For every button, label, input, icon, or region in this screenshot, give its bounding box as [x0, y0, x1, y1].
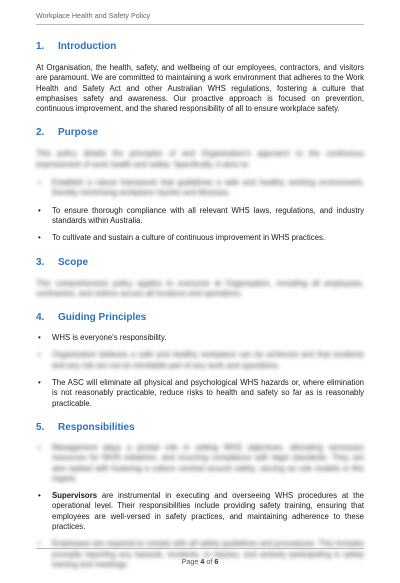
- list-item: • To cultivate and sustain a culture of continuous improvement in WHS practices.: [38, 233, 326, 243]
- section-title: Introduction: [58, 41, 117, 52]
- running-header: Workplace Health and Safety Policy: [36, 11, 151, 20]
- section-title: Purpose: [58, 127, 99, 139]
- page-total: 6: [214, 557, 219, 566]
- section-number: 1.: [36, 41, 45, 52]
- page-number: 4: [200, 557, 205, 566]
- footer-divider: [36, 548, 364, 549]
- responsibilities-list: [36, 443, 364, 570]
- of-label: of: [206, 557, 213, 566]
- purpose-list: [36, 178, 364, 243]
- page-footer: [0, 557, 400, 566]
- blurred-paragraph: This policy details the principles of and Organisation's approach to the continuous improvement of work health and safety. Specifically, it aims to:: [36, 149, 364, 169]
- section-scope: [36, 256, 364, 300]
- section-guiding-principles: [36, 311, 364, 409]
- header-divider: [36, 24, 364, 25]
- list-item: • Supervisors are instrumental in executing and overseeing WHS procedures at the operational level. Their responsibilities include providing safety training, ensuring that employees are well-versed in safety practices, and maintaining adherence to these practices.: [38, 491, 364, 532]
- principles-list: [36, 333, 364, 409]
- section-purpose: [36, 126, 364, 243]
- list-item: • Management plays a pivotal role in setting WHS objectives, allocating necessary resources for WHS initiatives, and ensuring compliance with legal standards. They are also tasked with fostering a culture centred around safety, serving as role models in this regard.: [38, 442, 364, 483]
- blurred-paragraph: This comprehensive policy applies to everyone at Organisation, including all employees, contractors, and visitors across all locations and operations.: [36, 278, 364, 298]
- section-heading: [36, 311, 364, 325]
- section-number: 3.: [36, 256, 45, 268]
- intro-paragraph: At Organisation, the health, safety, and wellbeing of our employees, contractors, and visitors are paramount. We are committed to maintaining a work environment that adheres to the Work Health and Safety Act and other Australian WHS regulations, fostering a culture that emphasises safety and awareness. Our proactive approach is focused on prevention, continuous improvement, and the shared responsibility of all to ensure workplace safety.: [36, 63, 364, 114]
- section-heading: [36, 40, 364, 54]
- page-label: Page: [181, 557, 199, 566]
- section-title: Scope: [58, 256, 89, 268]
- section-heading: [36, 126, 364, 140]
- section-number: 4.: [36, 312, 45, 324]
- role-label: Supervisors: [52, 491, 98, 501]
- section-number: 5.: [36, 421, 45, 433]
- list-item: • The ASC will eliminate all physical and psychological WHS hazards or, where elimination is not reasonably practicable, reduce risks to health and safety so far as is reasonably practicable.: [38, 378, 364, 408]
- page-content: [36, 40, 364, 577]
- list-item: • Employees are required to comply with all safety guidelines and procedures. This includes promptly reporting any hazards, incidents, or injuries, and actively participating in safety training and meetings.: [38, 539, 364, 569]
- section-heading: [36, 421, 364, 435]
- list-item: • To ensure thorough compliance with all relevant WHS laws, regulations, and industry standards within Australia.: [38, 205, 364, 225]
- section-heading: [36, 256, 364, 270]
- list-item: • Establish a robust framework that guidelines a safe and healthy working environment, thereby minimising workplace injuries and illnesses.: [38, 178, 364, 198]
- list-item: • Organisation believes a safe and healthy workplace can be achieved and that incidents and any risk are not an inevitable part of any work and operations.: [38, 350, 364, 370]
- section-introduction: [36, 40, 364, 114]
- section-title: Responsibilities: [58, 421, 135, 433]
- section-title: Guiding Principles: [58, 312, 147, 324]
- section-number: 2.: [36, 127, 45, 139]
- list-item: • WHS is everyone's responsibility.: [38, 333, 167, 343]
